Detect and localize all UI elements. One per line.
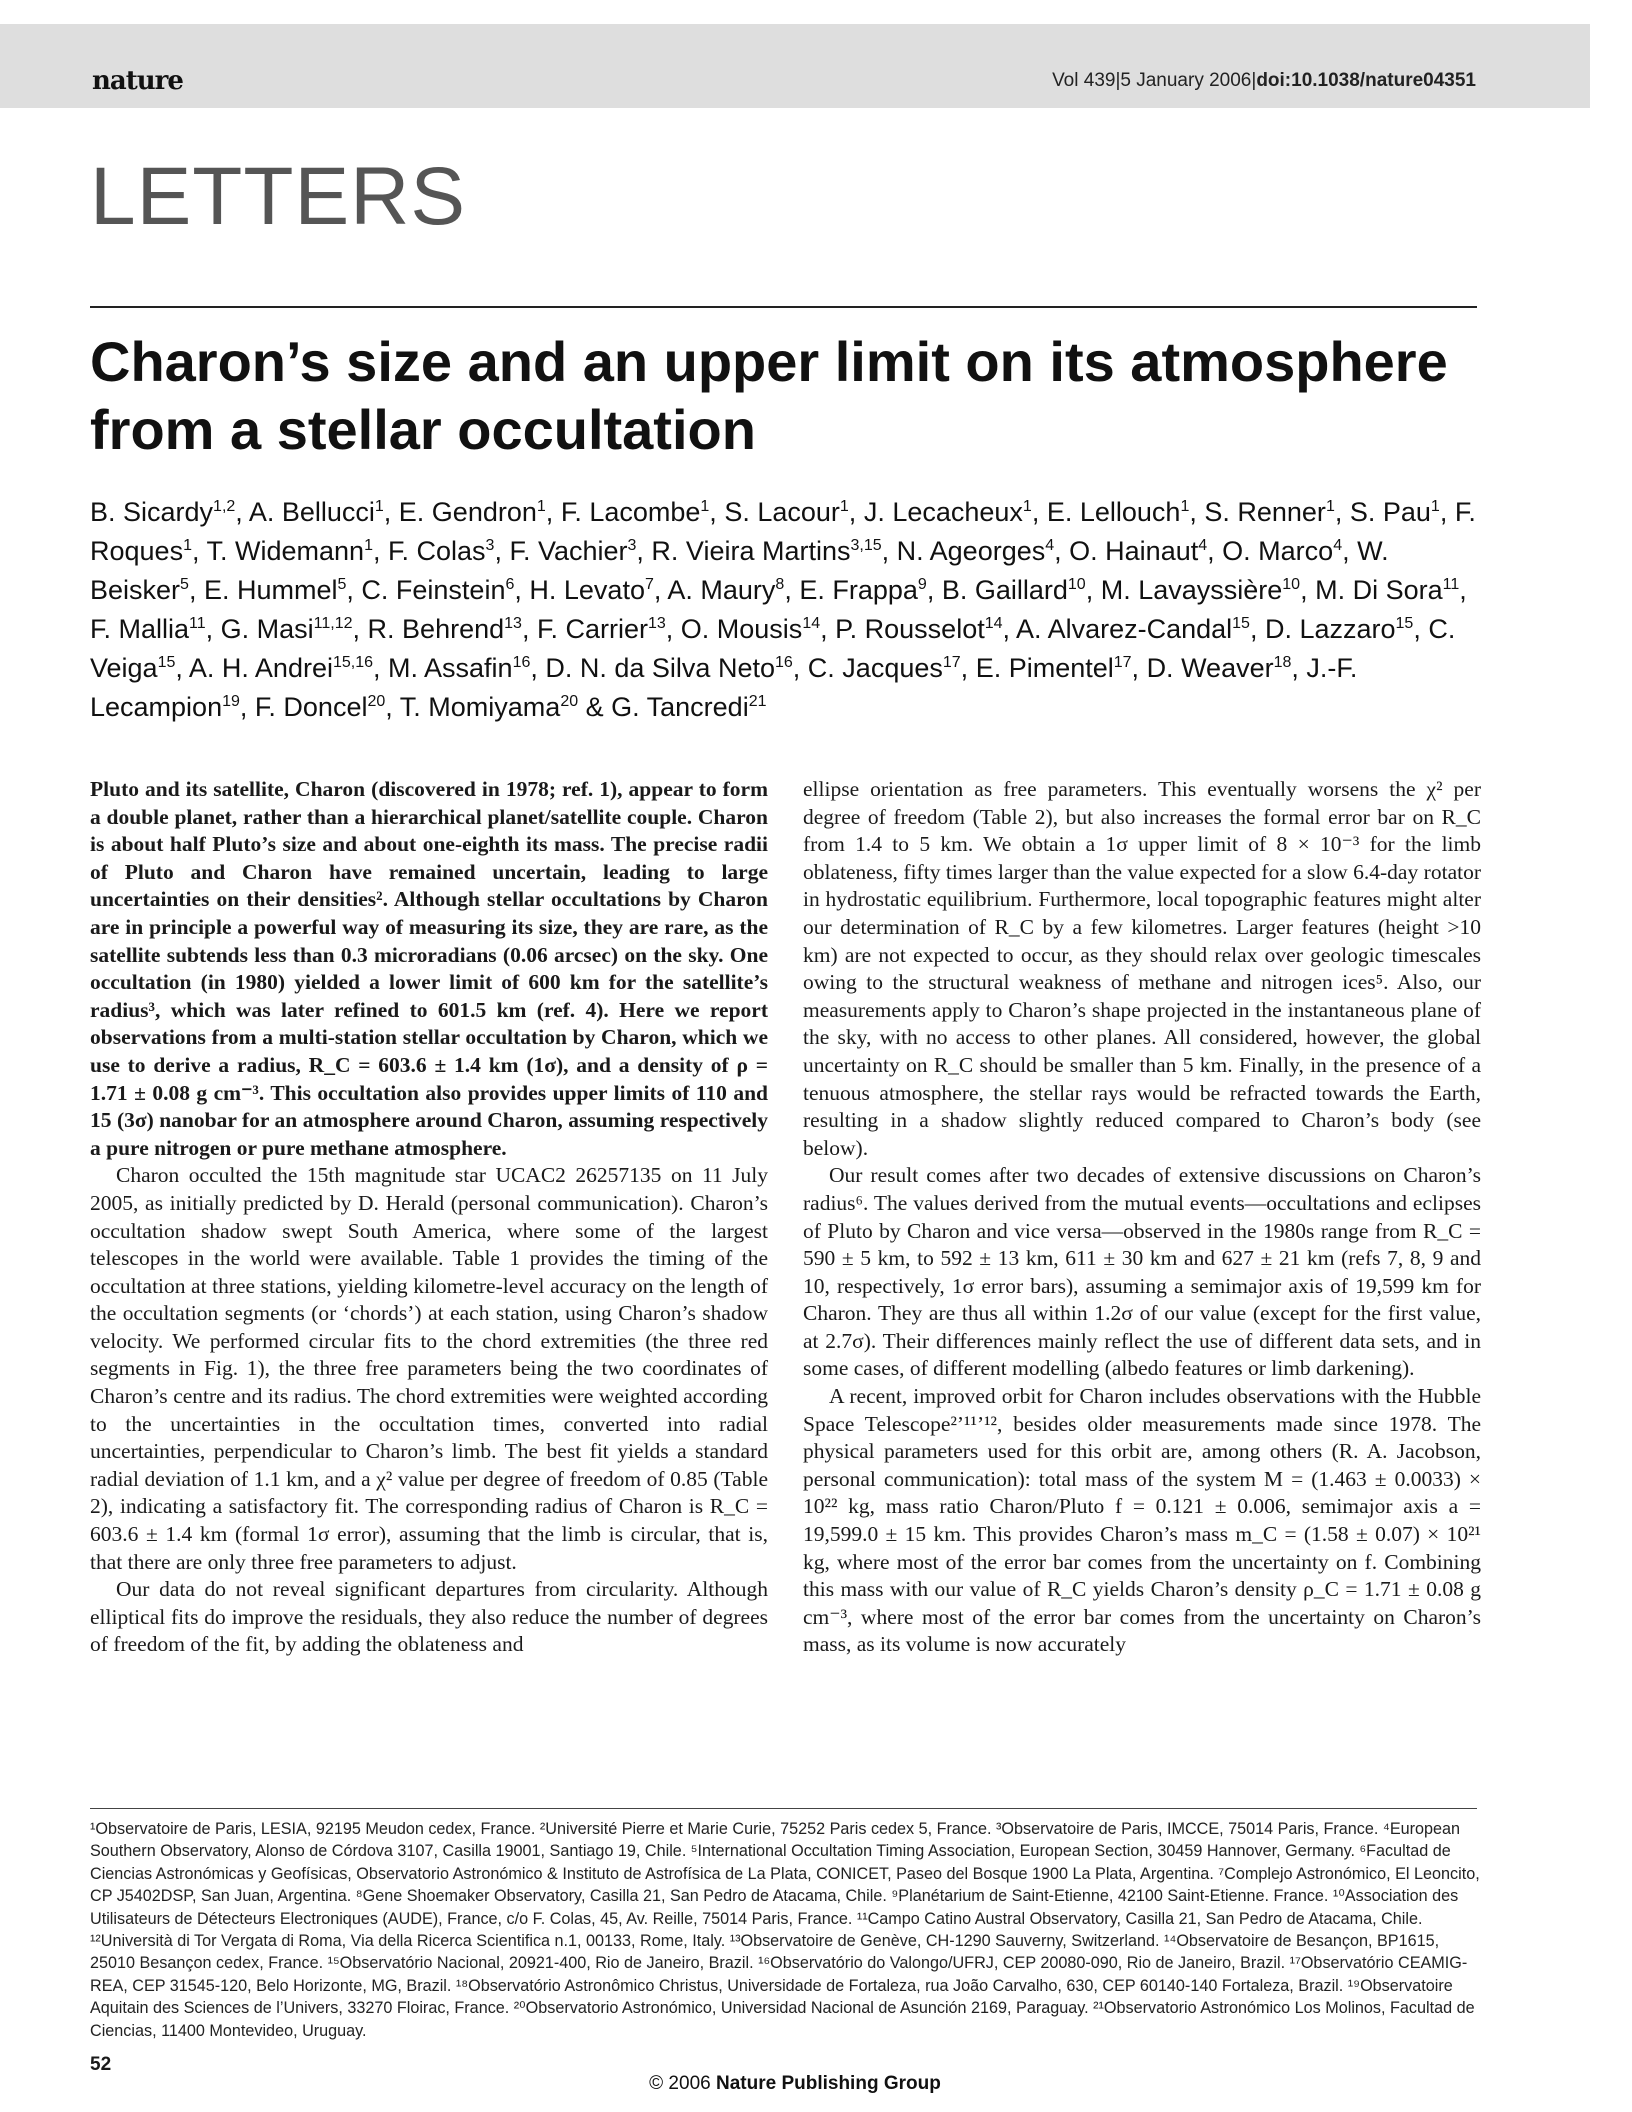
issue-date: Vol 439|5 January 2006| [1052,70,1257,91]
author-name: C. Jacques [807,653,943,683]
author-name: G. Tancredi [611,692,749,722]
author-separator: , [1342,536,1358,566]
author-separator: , [1002,614,1017,644]
author-affiliation-mark: 19 [222,693,240,710]
author-separator: , [188,575,204,605]
author-list [90,490,1490,724]
author-affiliation-mark: 13 [504,615,522,632]
issue-info [1052,70,1476,92]
author-separator: , [372,536,388,566]
author-name: E. Frappa [799,575,918,605]
author-name: O. Hainaut [1069,536,1199,566]
author-name: F. Mallia [90,614,190,644]
author-affiliation-mark: 11 [189,615,206,632]
author-name: D. Lazzaro [1264,614,1396,644]
author-affiliation-mark: 1 [374,498,384,515]
copyright-year: © 2006 [649,2073,716,2094]
author-affiliation-mark: 4 [1045,537,1055,554]
author-separator: , [653,575,668,605]
author-affiliation-mark: 15 [157,654,176,671]
author-name: A. Bellucci [248,497,375,527]
author-name: E. Gendron [398,497,537,527]
body-paragraph: ellipse orientation as free parameters. This eventually worsens the χ² per degree of freedom (Table 2), but also increases the formal error bar on R_C from 1.4 to 5 km. We obtain a 1σ upper limit of 8 × 10⁻³ for the limb oblateness, fifty times larger than the value expected for a slow 6.4-day rotator in hydrostatic equilibrium. Furthermore, local topographic features might alter our determination of R_C by a few kilometres. Larger features (height >10 km) are not expected to occur, as they should relax over geologic timescales owing to the structural weakness of methane and nitrogen ices⁵. Also, our measurements apply to Charon’s shape projected in the instantaneous plane of the sky, with no access to other planes. All considered, however, the global uncertainty on R_C should be smaller than 5 km. Finally, in the presence of a tenuous atmosphere, the stellar rays would be refracted towards the Earth, resulting in a shadow slightly reduced compared to Charon’s body (see below). [803,777,1481,1160]
author-name: S. Pau [1349,497,1431,527]
author-separator: , [191,536,207,566]
author-affiliation-mark: 8 [775,576,785,593]
author-affiliation-mark: 10 [1282,576,1301,593]
right-column [803,776,1481,1659]
author-affiliation-mark: 15 [1395,615,1414,632]
author-name: M. Assafin [388,653,513,683]
author-affiliation-mark: 1 [536,498,546,515]
author-separator: , [373,653,389,683]
author-affiliation-mark: 3,15 [850,537,882,554]
author-separator: , [960,653,976,683]
author-name: T. Widemann [206,536,365,566]
author-separator: , [521,614,537,644]
author-separator: , [530,653,546,683]
author-affiliation-mark: 1 [700,498,710,515]
author-separator: , [1207,536,1223,566]
author-name: F. Carrier [536,614,648,644]
author-affiliation-mark: 3 [627,537,637,554]
author-name: P. Rousselot [835,614,985,644]
journal-masthead: nature [92,66,183,96]
author-separator: , [352,614,368,644]
left-column [90,776,768,1659]
author-affiliation-mark: 15 [1232,615,1250,632]
author-separator: , [1291,653,1307,683]
author-name: D. N. da Silva Neto [545,653,775,683]
author-name: C. Feinstein [361,575,506,605]
author-name: D. Weaver [1146,653,1274,683]
author-separator: & [578,692,612,722]
body-paragraph: Our data do not reveal significant departures from circularity. Although elliptical fits do improve the residuals, they also reduce the number of degrees of freedom of the fit, by adding the oblateness and [90,1577,768,1657]
author-affiliation-mark: 1 [183,537,192,554]
author-affiliation-mark: 11 [1442,576,1460,593]
author-name: J.-F. Lecampion [90,653,1358,722]
author-affiliation-mark: 14 [802,615,821,632]
author-affiliation-mark: 1 [1430,498,1440,515]
author-affiliation-mark: 4 [1333,537,1343,554]
author-name: W. Beisker [90,536,1389,605]
author-name: B. Gaillard [941,575,1068,605]
section-heading: LETTERS [90,151,467,242]
author-separator: , [385,692,400,722]
author-name: M. Di Sora [1315,575,1443,605]
author-name: F. Roques [90,497,1476,566]
author-affiliation-mark: 13 [647,615,666,632]
author-separator: , [926,575,942,605]
page-number: 52 [90,2054,112,2075]
author-separator: , [1413,614,1429,644]
author-separator: , [514,575,530,605]
author-affiliation-mark: 14 [984,615,1003,632]
copyright [0,2073,1590,2095]
author-separator: , [1249,614,1265,644]
author-separator: , [494,536,510,566]
author-name: F. Vachier [509,536,628,566]
author-name: R. Behrend [367,614,505,644]
author-affiliation-mark: 5 [180,576,189,593]
author-separator: , [709,497,725,527]
author-affiliation-mark: 1 [1325,498,1335,515]
author-separator: , [1085,575,1101,605]
author-name: S. Renner [1204,497,1326,527]
author-name: M. Lavayssière [1100,575,1283,605]
author-affiliation-mark: 9 [917,576,927,593]
author-name: E. Hummel [203,575,338,605]
author-name: E. Pimentel [975,653,1114,683]
author-separator: , [205,614,221,644]
doi-link[interactable]: doi:10.1038/nature04351 [1256,70,1476,91]
publisher-name: Nature Publishing Group [715,2073,941,2094]
author-separator: , [1189,497,1205,527]
author-separator: , [1131,653,1147,683]
author-separator: , [1054,536,1070,566]
author-affiliation-mark: 1 [1180,498,1190,515]
author-separator: , [346,575,362,605]
author-name: B. Sicardy [90,497,214,527]
author-affiliation-mark: 16 [512,654,531,671]
author-name: S. Lacour [724,497,840,527]
author-affiliation-mark: 5 [337,576,347,593]
author-name: F. Doncel [254,692,368,722]
author-affiliation-mark: 1 [839,498,849,515]
article-title: Charon’s size and an upper limit on its atmosphere from a stellar occultation [90,330,1448,461]
author-separator: , [1439,497,1455,527]
author-name: J. Lecacheux [863,497,1023,527]
author-separator: , [545,497,561,527]
author-separator: , [848,497,864,527]
author-affiliation-mark: 10 [1067,576,1086,593]
author-affiliation-mark: 4 [1198,537,1208,554]
author-name: H. Levato [529,575,645,605]
author-name: C. Veiga [90,614,1456,683]
author-affiliation-mark: 1,2 [213,498,236,515]
author-separator: , [820,614,836,644]
author-separator: , [239,692,255,722]
author-separator: , [881,536,897,566]
author-name: O. Mousis [680,614,803,644]
author-separator: , [636,536,652,566]
abstract: Pluto and its satellite, Charon (discovered in 1978; ref. 1), appear to form a double planet, rather than a hierarchical planet/satellite couple. Charon is about half Pluto’s size and about one-eighth its mass. The precise radii of Pluto and Charon have remained uncertain, leading to large uncertainties on their densities². Although stellar occultations by Charon are in principle a powerful way of measuring its size, they are rare, as the satellite subtends less than 0.3 microradians (0.06 arcsec) on the sky. One occultation (in 1980) yielded a lower limit of 600 km for the satellite’s radius³, which was later refined to 601.5 km (ref. 4). Here we report observations from a multi-station stellar occultation by Charon, which we use to derive a radius, R_C = 603.6 ± 1.4 km (1σ), and a density of ρ = 1.71 ± 0.08 g cm⁻³. This occultation also provides upper limits of 110 and 15 (3σ) nanobar for an atmosphere around Charon, assuming respectively a pure nitrogen or pure methane atmosphere. [90,777,768,1160]
author-affiliation-mark: 3 [485,537,495,554]
author-name: A. H. Andrei [188,653,333,683]
author-affiliation-mark: 6 [505,576,515,593]
author-separator: , [784,575,800,605]
author-affiliation-mark: 20 [367,693,386,710]
author-affiliation-mark: 1 [364,537,373,554]
author-separator: , [383,497,399,527]
author-separator: , [235,497,249,527]
title-rule [90,306,1477,308]
author-name: O. Marco [1222,536,1334,566]
author-separator: , [1334,497,1350,527]
author-affiliation-mark: 17 [1113,654,1132,671]
author-affiliation-mark: 16 [774,654,793,671]
affiliations: ¹Observatoire de Paris, LESIA, 92195 Meudon cedex, France. ²Université Pierre et Marie Curie, 75252 Paris cedex 5, France. ³Observatoire de Paris, IMCCE, 75014 Paris, France. ⁴European Southern Observatory, Alonso de Córdova 3107, Casilla 19001, Santiago 19, Chile. ⁵International Occultation Timing Association, European Section, 30459 Hannover, Germany. ⁶Facultad de Ciencias Astronómicas y Geofísicas, Observatorio Astronómico & Instituto de Astrofísica de La Plata, CONICET, Paseo del Bosque 1900 La Plata, Argentina. ⁷Complejo Astronómico, El Leoncito, CP J5402DSP, San Juan, Argentina. ⁸Gene Shoemaker Observatory, Casilla 21, San Pedro de Atacama, Chile. ⁹Planétarium de Saint-Etienne, 42100 Saint-Etienne. France. ¹⁰Association des Utilisateurs de Détecteurs Electroniques (AUDE), France, c/o F. Colas, 45, Av. Reille, 75014 Paris, France. ¹¹Campo Catino Austral Observatory, Casilla 21, San Pedro de Atacama, Chile. ¹²Università di Tor Vergata di Roma, Via della Ricerca Scientifica n.1, 00133, Rome, Italy. ¹³Observatoire de Genève, CH-1290 Sauverny, Switzerland. ¹⁴Observatoire de Besançon, BP1615, 25010 Besançon cedex, France. ¹⁵Observatório Nacional, 20921-400, Rio de Janeiro, Brazil. ¹⁶Observatório do Valongo/UFRJ, CEP 20080-090, Rio de Janeiro, Brazil. ¹⁷Observatório CEAMIG-REA, CEP 31545-120, Belo Horizonte, MG, Brazil. ¹⁸Observatório Astronômico Christus, Universidade de Fortaleza, rua João Carvalho, 630, CEP 60140-140 Fortaleza, Brazil. ¹⁹Observatoire Aquitain des Sciences de l’Univers, 33270 Floirac, France. ²⁰Observatorio Astronómico, Universidad Nacional de Asunción 2169, Paraguay. ²¹Observatorio Astronómico Los Molinos, Facultad de Ciencias, 11400 Montevideo, Uruguay. [90,1820,1480,2040]
author-affiliation-mark: 7 [644,576,654,593]
author-name: F. Lacombe [560,497,701,527]
author-name: A. Maury [667,575,776,605]
author-separator: , [1300,575,1316,605]
body-paragraph: Our result comes after two decades of extensive discussions on Charon’s radius⁶. The values derived from the mutual events—occultations and eclipses of Pluto by Charon and vice versa—observed in the 1980s range from R_C = 590 ± 5 km, to 592 ± 13 km, 611 ± 30 km and 627 ± 21 km (refs 7, 8, 9 and 10, respectively, 1σ error bars), assuming a semimajor axis of 19,599 km for Charon. They are thus all within 1.2σ of our value (except for the first value, at 2.7σ). Their differences mainly reflect the use of different data sets, and in some cases, of different modelling (albedo features or limb darkening). [803,1163,1481,1381]
author-name: E. Lellouch [1046,497,1181,527]
author-name: N. Ageorges [896,536,1046,566]
header-bar [0,24,1590,108]
author-name: T. Momiyama [399,692,561,722]
author-affiliation-mark: 17 [942,654,961,671]
footnote-rule [90,1808,1477,1809]
author-name: G. Masi [220,614,314,644]
author-affiliation-mark: 21 [748,693,767,710]
author-affiliation-mark: 18 [1273,654,1292,671]
author-name: F. Colas [387,536,486,566]
author-affiliation-mark: 11,12 [313,615,353,632]
body-paragraph: Charon occulted the 15th magnitude star UCAC2 26257135 on 11 July 2005, as initially predicted by D. Herald (personal communication). Charon’s occultation shadow swept South America, where some of the largest telescopes in the world were available. Table 1 provides the timing of the occultation at three stations, yielding kilometre-level accuracy on the length of the occultation segments (or ‘chords’) at each station, using Charon’s shadow velocity. We performed circular fits to the chord extremities (the three red segments in Fig. 1), the three free parameters being the two coordinates of Charon’s centre and its radius. The chord extremities were weighted according to the uncertainties in the occultation times, converted into radial uncertainties, perpendicular to Charon’s limb. The best fit yields a standard radial deviation of 1.1 km, and a χ² value per degree of freedom of 0.85 (Table 2), indicating a satisfactory fit. The corresponding radius of Charon is R_C = 603.6 ± 1.4 km (formal 1σ error), assuming that the limb is circular, that is, that there are only three free parameters to adjust. [90,1163,768,1574]
author-separator: , [1459,575,1467,605]
author-affiliation-mark: 15,16 [332,654,374,671]
author-affiliation-mark: 20 [560,693,579,710]
author-separator: , [1031,497,1047,527]
author-name: A. Alvarez-Candal [1016,614,1233,644]
author-name: R. Vieira Martins [651,536,851,566]
author-separator: , [792,653,808,683]
author-separator: , [665,614,681,644]
author-separator: , [175,653,189,683]
author-affiliation-mark: 1 [1022,498,1032,515]
body-paragraph: A recent, improved orbit for Charon includes observations with the Hubble Space Telescope²’¹¹’¹², besides older measurements made since 1978. The physical parameters used for this orbit are, among others (R. A. Jacobson, personal communication): total mass of the system M = (1.463 ± 0.0033) × 10²² kg, mass ratio Charon/Pluto f = 0.121 ± 0.006, semimajor axis a = 19,599.0 ± 15 km. This provides Charon’s mass m_C = (1.58 ± 0.07) × 10²¹ kg, where most of the error bar comes from the uncertainty on f. Combining this mass with our value of R_C yields Charon’s density ρ_C = 1.71 ± 0.08 g cm⁻³, where most of the error bar comes from the uncertainty on Charon’s mass, as its volume is now accurately [803,1384,1481,1657]
